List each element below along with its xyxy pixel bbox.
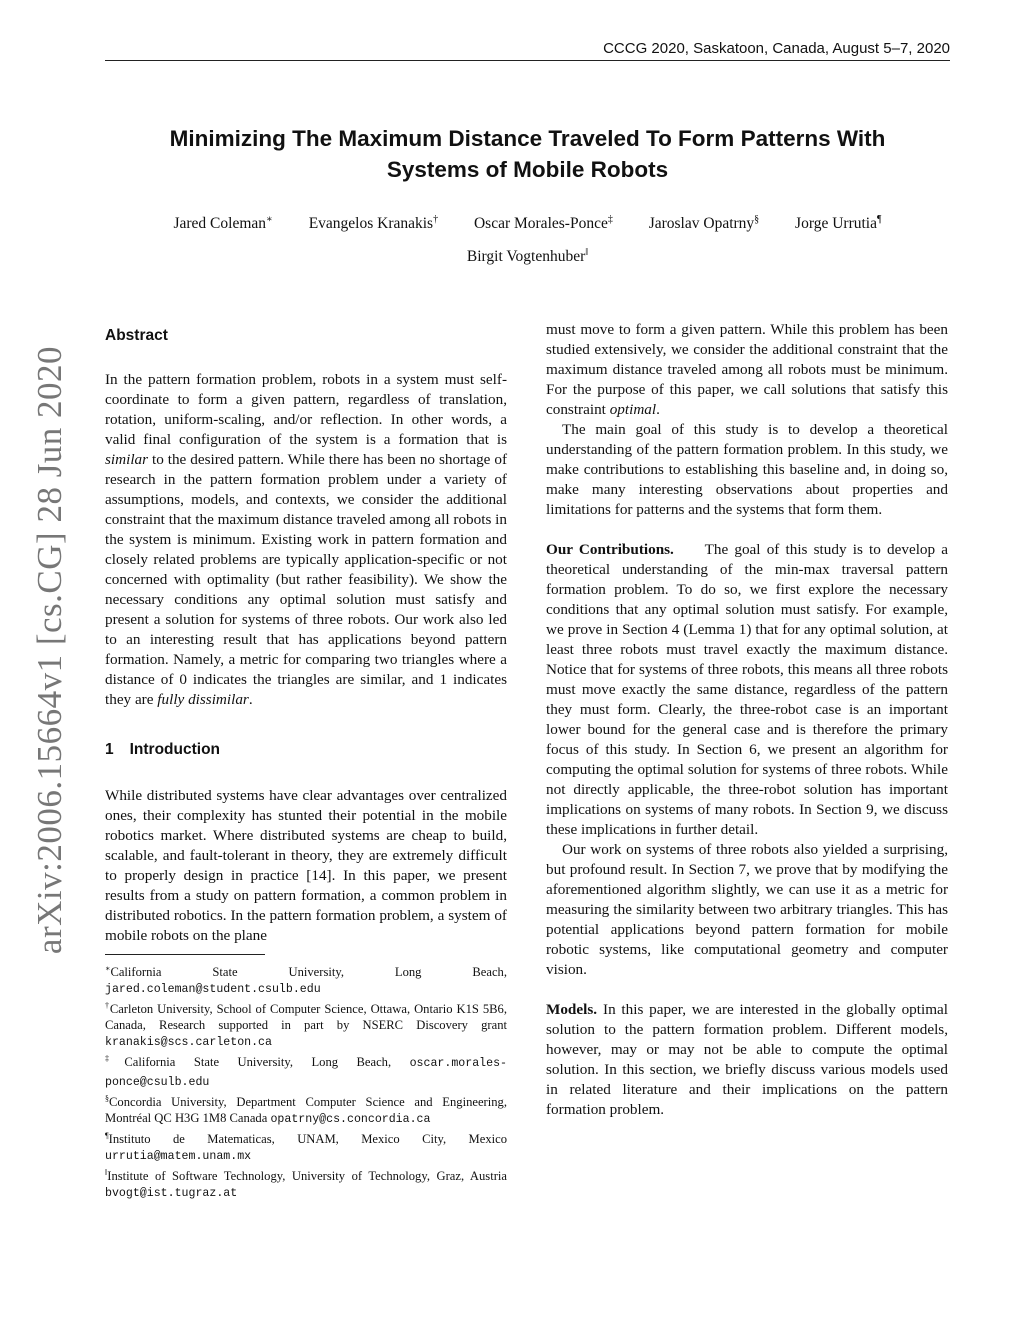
header-rule [105,60,950,61]
footnote-coleman: ∗California State University, Long Beach, jared.coleman@student.csulb.edu [105,964,507,997]
author-morales-ponce: Oscar Morales-Ponce‡ [473,214,613,233]
footnote-kranakis: †Carleton University, School of Computer Science, Ottawa, Ontario K1S 5B6, Canada, Research supported in part by NSERC Discovery grant kranakis@scs.carleton.ca [105,1001,507,1050]
title-line-1: Minimizing The Maximum Distance Traveled To Form Patterns With [169,126,886,151]
arxiv-stamp: arXiv:2006.15664v1 [cs.CG] 28 Jun 2020 [30,345,69,955]
intro-paragraph-1: While distributed systems have clear advantages over centralized ones, their complexity has stunted their potential in the mobile robotics market. Where distributed systems are cheap to build, scalable, and fault-tolerant in theory, they are extremely difficult to properly design in practice [14]. In this paper, we present results from a study on pattern formation, a common problem in distributed robotics. In the pattern formation problem, a system of mobile robots on the plane [105,787,507,944]
left-column [105,320,507,1202]
paper-title [105,123,950,185]
author-urrutia: Jorge Urrutia¶ [795,214,882,233]
abstract-text: In the pattern formation problem, robots in a system must self-coordinate to form a given pattern, regardless of translation, rotation, uniform-scaling, and/or reflection. In other words, a valid final configuration of the system is a formation that is similar to the desired pattern. While there has been no shortage of research in the pattern formation problem under a variety of assumptions, models, and contexts, we consider the additional constraint that the maximum distance traveled among all robots in the system is minimum. Existing work in pattern formation and closely related problems are typically application-specific or not concerned with optimality (but rather feasibility). We show the necessary conditions any optimal solution must satisfy and present a solution for systems of three robots. Our work also led to an interesting result that has applications beyond pattern formation. Namely, a metric for comparing two triangles where a distance of 0 indicates the triangles are similar, and 1 indicates they are fully dissimilar. [105,371,507,708]
contributions-paragraph: Our Contributions. The goal of this study is to develop a theoretical understanding of the min-max traversal pattern formation problem. To do so, we first explore the necessary conditions that any optimal solution must satisfy. For example, we prove in Section 4 (Lemma 1) that for any optimal solution, at least three robots must travel exactly the maximum distance. Notice that for systems of three robots, this means all three robots must move exactly the same distance, regardless of the pattern they must form. Clearly, the three-robot case is an important lower bound for the general case and is therefore the primary focus of this study. In Section 6, we present an algorithm for computing the optimal solution for systems of three robots. While not directly applicable, the three-robot solution has important implications on systems of many robots. In Section 9, we discuss these implications in further detail. [546,541,949,838]
intro-paragraph-2: The main goal of this study is to develop a theoretical understanding of the pattern formation problem. In this study, we make contributions to establishing this baseline and, in doing so, make many interesting observations about properties and limitations for patterns and the systems that form them. [546,421,948,518]
footnote-rule [105,954,265,955]
models-paragraph: Models. In this paper, we are interested in the globally optimal solution to the pattern formation problem. Different models, however, may or may not be able to compute the optimal solution. In this section, we briefly discuss various models used in related literature and their implications on the pattern formation problem. [546,1001,948,1118]
abstract-heading: Abstract [105,327,168,344]
footnote-morales-ponce: ‡California State University, Long Beach, oscar.morales-ponce@csulb.edu [105,1054,507,1089]
conference-header: CCCG 2020, Saskatoon, Canada, August 5–7, 2020 [603,40,950,57]
author-vogtenhuber: Birgit Vogtenhuber‖ [466,247,589,266]
contributions-paragraph-2: Our work on systems of three robots also yielded a surprising, but profound result. In Section 7, we prove that by modifying the aforementioned algorithm slightly, we can use it as a metric for measuring the similarity between two arbitrary triangles. This has potential applications beyond pattern formation for mobile robotic systems, like computational geometry and computer vision. [546,841,948,978]
footnote-opatrny: §Concordia University, Department Computer Science and Engineering, Montréal QC H3G 1M8 Canada opatrny@cs.concordia.ca [105,1093,507,1126]
author-coleman: Jared Coleman∗ [173,214,273,233]
footnote-urrutia: ¶Instituto de Matematicas, UNAM, Mexico City, Mexico urrutia@matem.unam.mx [105,1130,507,1163]
intro-paragraph-1-continued: must move to form a given pattern. While this problem has been studied extensively, we consider the additional constraint that the maximum distance traveled among all robots must be minimum. For the purpose of this paper, we call solutions that satisfy this constraint optimal. [546,321,948,418]
right-column [546,320,948,1120]
author-row-1 [105,205,950,238]
author-opatrny: Jaroslav Opatrny§ [648,214,760,233]
author-kranakis: Evangelos Kranakis† [308,214,439,233]
author-row-2 [105,238,950,271]
title-line-2: Systems of Mobile Robots [386,157,669,182]
introduction-heading: 1 Introduction [105,741,221,758]
footnote-vogtenhuber: ‖Institute of Software Technology, University of Technology, Graz, Austria bvogt@ist.tugraz.at [105,1167,507,1201]
author-list [105,205,950,271]
